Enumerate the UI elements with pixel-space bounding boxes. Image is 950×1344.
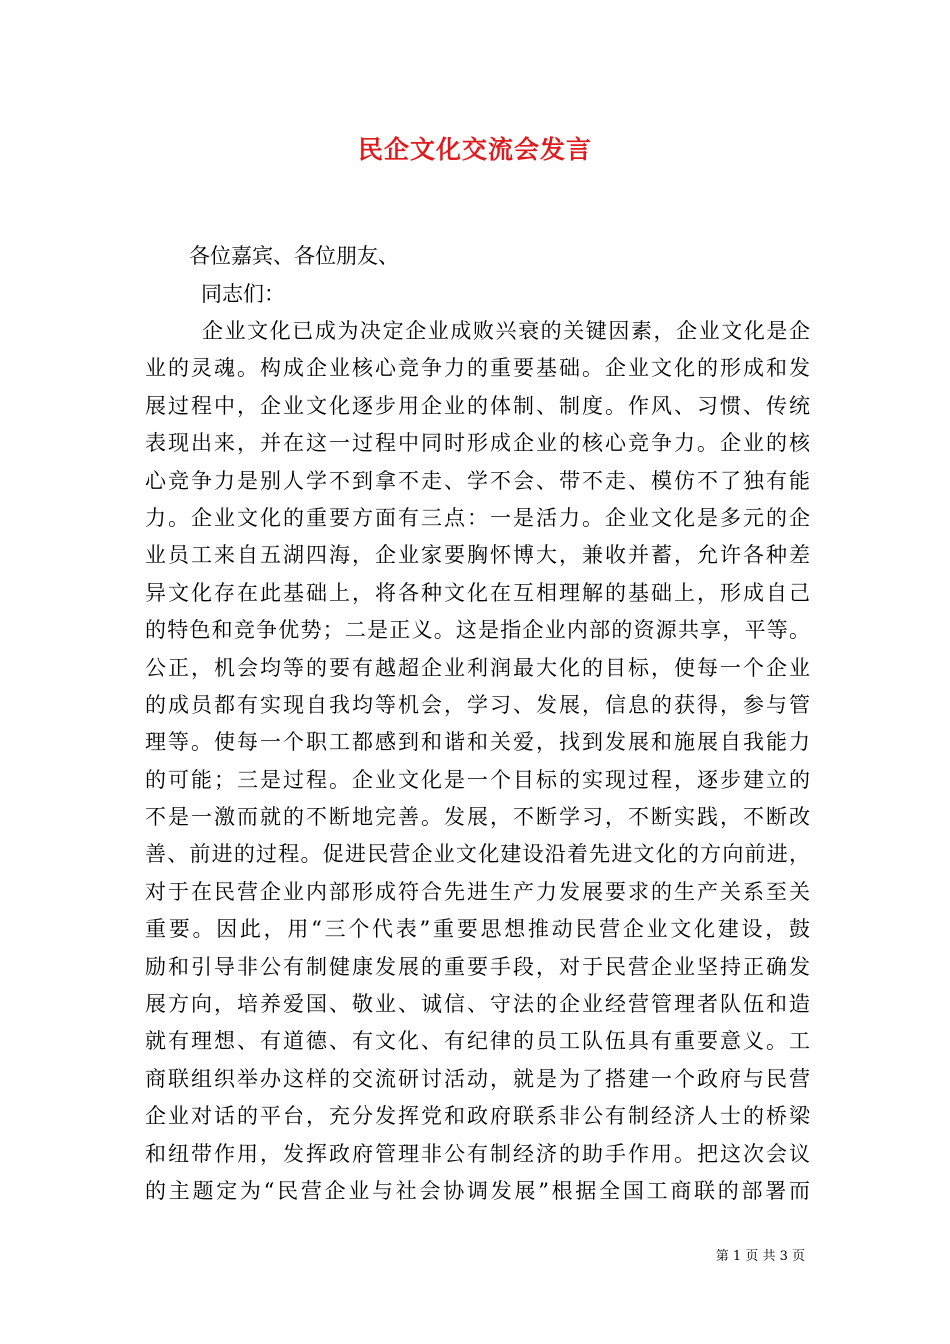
body-line: 理等。使每一个职工都感到和谐和关爱，找到发展和施展自我能力 [145, 730, 810, 755]
body-line: 励和引导非公有制健康发展的重要手段，对于民营企业坚持正确发 [145, 954, 810, 979]
body-line: 异文化存在此基础上，将各种文化在互相理解的基础上，形成自己 [145, 580, 810, 605]
salutation-line-1: 各位嘉宾、各位朋友、 [189, 244, 399, 268]
body-line: 的主题定为“民营企业与社会协调发展”根据全国工商联的部署而 [145, 1178, 810, 1203]
body-line: 商联组织举办这样的交流研讨活动，就是为了搭建一个政府与民营 [145, 1066, 810, 1091]
body-line: 心竞争力是别人学不到拿不走、学不会、带不走、模仿不了独有能 [145, 468, 810, 493]
body-line: 力。企业文化的重要方面有三点：一是活力。企业文化是多元的企 [145, 505, 810, 530]
body-line: 业员工来自五湖四海，企业家要胸怀博大，兼收并蓄，允许各种差 [145, 543, 810, 568]
body-line: 的成员都有实现自我均等机会，学习、发展，信息的获得，参与管 [145, 692, 810, 717]
body-line: 企业文化已成为决定企业成败兴衰的关键因素，企业文化是企 [202, 319, 810, 343]
body-line: 就有理想、有道德、有文化、有纪律的员工队伍具有重要意义。工 [145, 1029, 810, 1054]
document-title: 民企文化交流会发言 [357, 135, 592, 164]
body-line: 不是一激而就的不断地完善。发展，不断学习，不断实践，不断改 [145, 805, 810, 830]
body-line: 的可能；三是过程。企业文化是一个目标的实现过程，逐步建立的 [145, 767, 810, 792]
body-line: 企业对话的平台，充分发挥党和政府联系非公有制经济人士的桥梁 [145, 1104, 810, 1129]
body-line: 公正，机会均等的要有越超企业利润最大化的目标，使每一个企业 [145, 655, 810, 680]
body-line: 重要。因此，用“三个代表”重要思想推动民营企业文化建设，鼓 [145, 917, 810, 942]
body-line: 善、前进的过程。促进民营企业文化建设沿着先进文化的方向前进， [145, 842, 810, 867]
body-line: 的特色和竞争优势；二是正义。这是指企业内部的资源共享，平等。 [145, 618, 810, 643]
body-line: 业的灵魂。构成企业核心竞争力的重要基础。企业文化的形成和发 [145, 356, 810, 381]
body-line: 对于在民营企业内部形成符合先进生产力发展要求的生产关系至关 [145, 879, 810, 904]
body-line: 和纽带作用，发挥政府管理非公有制经济的助手作用。把这次会议 [145, 1141, 810, 1166]
body-paragraph [145, 313, 810, 1210]
body-line: 展过程中，企业文化逐步用企业的体制、制度。作风、习惯、传统 [145, 393, 810, 418]
body-line: 展方向，培养爱国、敬业、诚信、守法的企业经营管理者队伍和造 [145, 992, 810, 1017]
page-number-footer: 第 1 页 共 3 页 [715, 1249, 805, 1264]
body-line: 表现出来，并在这一过程中同时形成企业的核心竞争力。企业的核 [145, 431, 810, 456]
salutation-line-2: 同志们： [201, 282, 285, 306]
